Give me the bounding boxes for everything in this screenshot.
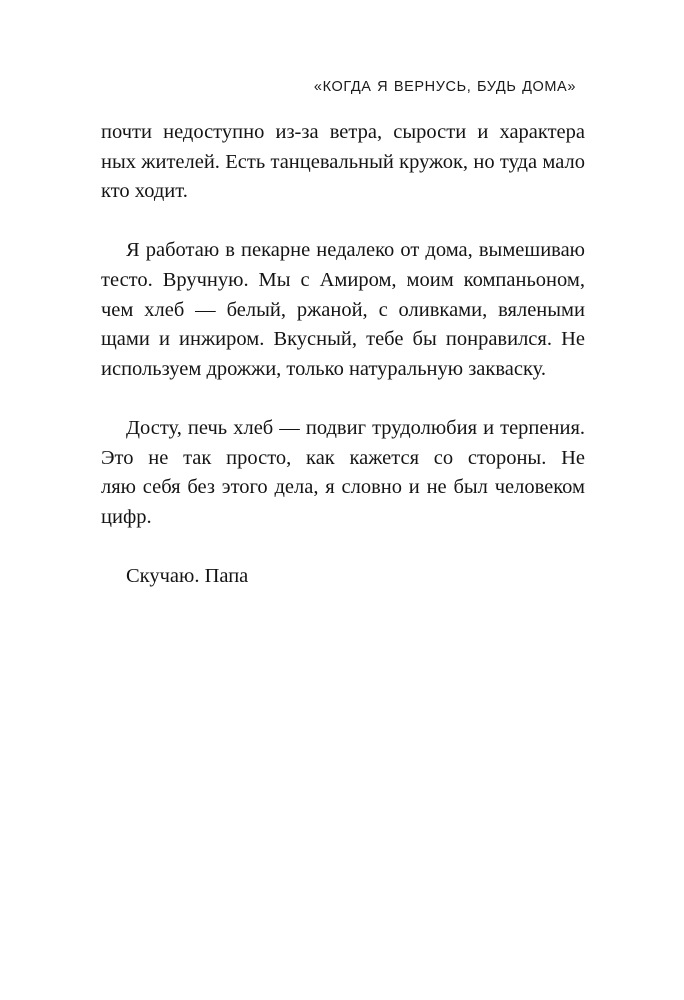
- text-line: щами и инжиром. Вкусный, тебе бы понравился. Не: [101, 328, 585, 351]
- text-line: Досту, печь хлеб — подвиг трудолюбия и терпения.: [126, 416, 585, 439]
- text-line: Это не так просто, как кажется со стороны. Не: [101, 446, 585, 469]
- paragraph-gap: [101, 207, 585, 237]
- text-line: чем хлеб — белый, ржаной, с оливками, вялеными: [101, 298, 585, 321]
- text-line: почти недоступно из-за ветра, сырости и характера: [101, 121, 585, 143]
- signature-line: Скучаю. Папа: [126, 564, 249, 587]
- paragraph-4: [101, 562, 585, 592]
- paragraph-2: [101, 236, 585, 384]
- text-line: тесто. Вручную. Мы с Амиром, моим компаньоном,: [101, 268, 585, 291]
- running-header: «КОГДА Я ВЕРНУСЬ, БУДЬ ДОМА»: [313, 79, 576, 95]
- text-line: цифр.: [101, 505, 152, 528]
- text-line: используем дрожжи, только натуральную закваску.: [101, 357, 546, 380]
- paragraph-3: [101, 414, 585, 532]
- paragraph-1: [101, 118, 585, 207]
- text-line: ляю себя без этого дела, я словно и не был человеком: [101, 476, 585, 499]
- paragraph-gap: [101, 532, 585, 562]
- text-line: Я работаю в пекарне недалеко от дома, вымешиваю: [126, 239, 585, 262]
- text-line: ных жителей. Есть танцевальный кружок, но туда мало: [101, 150, 585, 173]
- paragraph-gap: [101, 384, 585, 414]
- letter-text: [101, 118, 585, 592]
- text-line: кто ходит.: [101, 180, 188, 203]
